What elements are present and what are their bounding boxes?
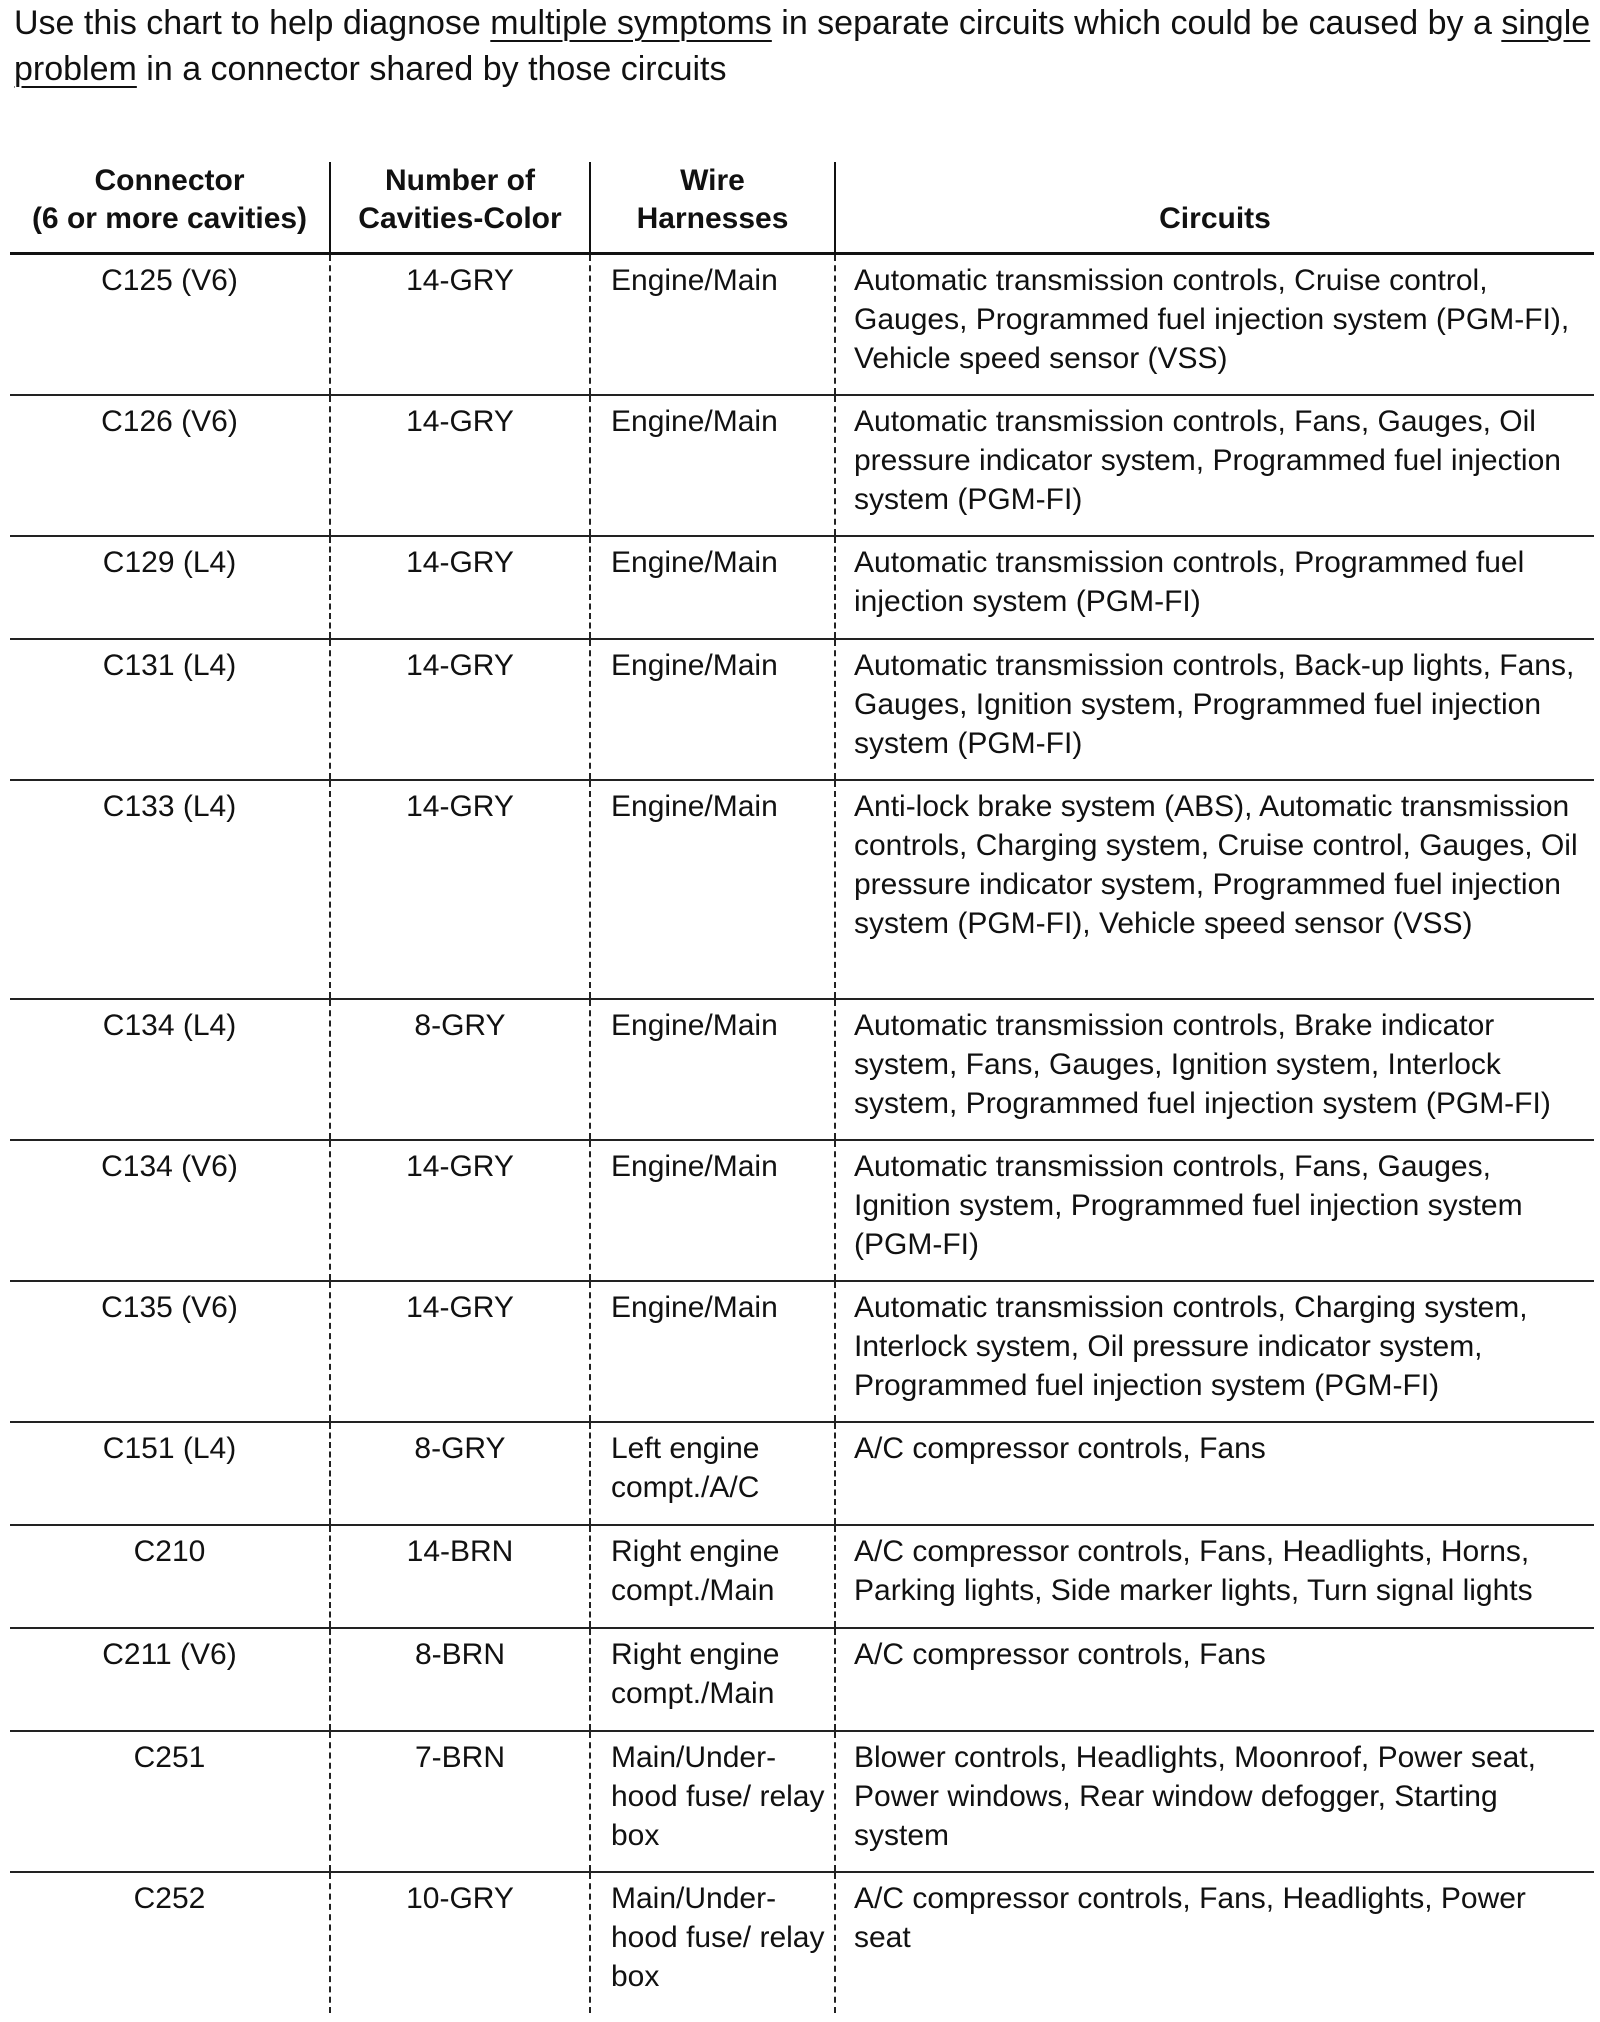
circuits-cell: Automatic transmission controls, Fans, Gauges, Ignition system, Programmed fuel injection system (PGM-FI) bbox=[835, 1140, 1594, 1281]
harness-cell: Engine/Main bbox=[590, 254, 835, 395]
circuits-cell: A/C compressor controls, Fans, Headlights, Horns, Parking lights, Side marker lights, Turn signal lights bbox=[835, 1525, 1594, 1628]
table-row bbox=[10, 1731, 1594, 1872]
harness-cell: Left engine compt./A/C bbox=[590, 1422, 835, 1525]
cavities-cell: 14-GRY bbox=[330, 1281, 590, 1422]
connector-cell: C129 (L4) bbox=[10, 536, 330, 639]
circuits-cell: Blower controls, Headlights, Moonroof, Power seat, Power windows, Rear window defogger, Starting system bbox=[835, 1731, 1594, 1872]
header-row bbox=[10, 162, 1594, 254]
connector-cell: C252 bbox=[10, 1872, 330, 2013]
cavities-cell: 8-GRY bbox=[330, 1422, 590, 1525]
cavities-cell: 14-GRY bbox=[330, 254, 590, 395]
cavities-cell: 14-GRY bbox=[330, 536, 590, 639]
harness-cell: Engine/Main bbox=[590, 536, 835, 639]
table-row bbox=[10, 1525, 1594, 1628]
harness-cell: Right engine compt./Main bbox=[590, 1525, 835, 1628]
circuits-cell: Automatic transmission controls, Charging system, Interlock system, Oil pressure indicator system, Programmed fuel injection system (PGM-FI) bbox=[835, 1281, 1594, 1422]
connector-cell: C210 bbox=[10, 1525, 330, 1628]
header-connector bbox=[10, 162, 330, 254]
table-row bbox=[10, 1422, 1594, 1525]
harness-cell: Engine/Main bbox=[590, 1281, 835, 1422]
emphasis-single-problem: single problem bbox=[14, 4, 1591, 88]
cavities-cell: 8-GRY bbox=[330, 999, 590, 1140]
header-cavities-line2: Cavities-Color bbox=[358, 202, 562, 235]
connector-table bbox=[10, 162, 1594, 2013]
connector-cell: C133 (L4) bbox=[10, 780, 330, 999]
cavities-cell: 10-GRY bbox=[330, 1872, 590, 2013]
table-row bbox=[10, 1281, 1594, 1422]
circuits-cell: A/C compressor controls, Fans bbox=[835, 1422, 1594, 1525]
table-row bbox=[10, 254, 1594, 395]
cavities-cell: 14-BRN bbox=[330, 1525, 590, 1628]
header-connector-line1: Connector bbox=[94, 164, 245, 197]
circuits-cell: Automatic transmission controls, Back-up lights, Fans, Gauges, Ignition system, Programmed fuel injection system (PGM-FI) bbox=[835, 639, 1594, 780]
header-harness-line2: Harnesses bbox=[636, 202, 789, 235]
harness-cell: Engine/Main bbox=[590, 639, 835, 780]
header-connector-line2: (6 or more cavities) bbox=[31, 202, 308, 235]
header-harness-line1: Wire bbox=[680, 164, 745, 197]
circuits-cell: A/C compressor controls, Fans, Headlights, Power seat bbox=[854, 1881, 1526, 1954]
connector-cell: C211 (V6) bbox=[10, 1628, 330, 1731]
emphasis-multiple-symptoms: multiple symptoms bbox=[490, 4, 772, 42]
table-row bbox=[10, 395, 1594, 536]
harness-cell: Main/Under-hood fuse/ relay box bbox=[590, 1731, 835, 1872]
table-body bbox=[10, 254, 1594, 2013]
harness-cell: Right engine compt./Main bbox=[590, 1628, 835, 1731]
table-row bbox=[10, 639, 1594, 780]
table-row bbox=[10, 999, 1594, 1140]
header-circuits: Circuits bbox=[835, 162, 1594, 254]
cavities-cell: 7-BRN bbox=[330, 1731, 590, 1872]
table-row bbox=[10, 1628, 1594, 1731]
harness-cell: Engine/Main bbox=[590, 780, 835, 999]
cavities-cell: 14-GRY bbox=[330, 1140, 590, 1281]
connector-cell: C134 (L4) bbox=[10, 999, 330, 1140]
connector-cell: C126 (V6) bbox=[10, 395, 330, 536]
circuits-cell: A/C compressor controls, Fans bbox=[835, 1628, 1594, 1731]
connector-cell: C134 (V6) bbox=[10, 1140, 330, 1281]
harness-cell: Engine/Main bbox=[590, 1140, 835, 1281]
harness-cell: Engine/Main bbox=[590, 999, 835, 1140]
circuits-cell: Anti-lock brake system (ABS), Automatic transmission controls, Charging system, Cruise control, Gauges, Oil pressure indicator system, Programmed fuel injection system (PGM-FI), Vehicle speed sensor (VSS) bbox=[835, 780, 1594, 999]
circuits-cell: Automatic transmission controls, Fans, Gauges, Oil pressure indicator system, Programmed fuel injection system (PGM-FI) bbox=[835, 395, 1594, 536]
intro-text-3: in a connector shared by those circuits bbox=[136, 50, 727, 88]
circuits-cell: Automatic transmission controls, Brake indicator system, Fans, Gauges, Ignition system, Interlock system, Programmed fuel injection system (PGM-FI) bbox=[835, 999, 1594, 1140]
intro-paragraph bbox=[14, 0, 1594, 92]
cavities-cell: 8-BRN bbox=[330, 1628, 590, 1731]
cavities-cell: 14-GRY bbox=[330, 780, 590, 999]
circuits-cell: Automatic transmission controls, Cruise control, Gauges, Programmed fuel injection system (PGM-FI), Vehicle speed sensor (VSS) bbox=[835, 254, 1594, 395]
intro-text-1: Use this chart to help diagnose bbox=[14, 4, 491, 42]
header-cavities-line1: Number of bbox=[385, 164, 535, 197]
header-harness bbox=[590, 162, 835, 254]
harness-cell: Engine/Main bbox=[590, 395, 835, 536]
table-row bbox=[10, 1140, 1594, 1281]
table-row bbox=[10, 1872, 1594, 2013]
cavities-cell: 14-GRY bbox=[330, 639, 590, 780]
connector-cell: C151 (L4) bbox=[10, 1422, 330, 1525]
connector-cell: C125 (V6) bbox=[10, 254, 330, 395]
circuits-cell: Automatic transmission controls, Programmed fuel injection system (PGM-FI) bbox=[835, 536, 1594, 639]
harness-cell: Main/Under-hood fuse/ relay box bbox=[590, 1872, 835, 2013]
connector-cell: C251 bbox=[10, 1731, 330, 1872]
table-row bbox=[10, 780, 1594, 999]
connector-cell: C131 (L4) bbox=[10, 639, 330, 780]
intro-text-2: in separate circuits which could be caused by a bbox=[771, 4, 1502, 42]
table-row bbox=[10, 536, 1594, 639]
header-cavities bbox=[330, 162, 590, 254]
connector-cell: C135 (V6) bbox=[10, 1281, 330, 1422]
cavities-cell: 14-GRY bbox=[330, 395, 590, 536]
